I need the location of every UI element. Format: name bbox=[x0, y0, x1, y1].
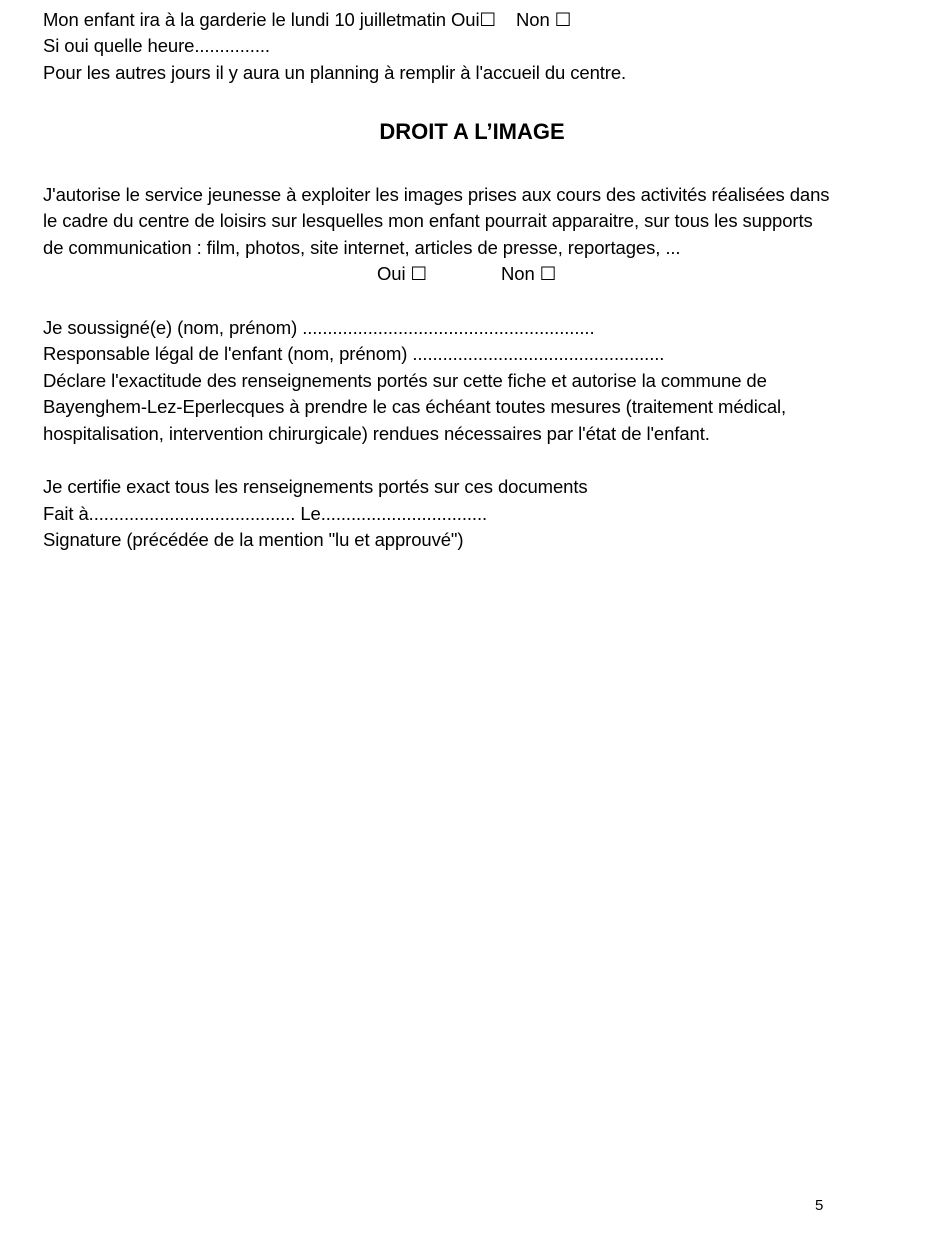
declaration-line: Bayenghem-Lez-Eperlecques à prendre le cas échéant toutes mesures (traitement médical, bbox=[43, 396, 787, 417]
section-title-droit-image: DROIT A L’IMAGE bbox=[379, 119, 565, 144]
droit-image-non-label: Non bbox=[501, 263, 535, 284]
declaration-line: Déclare l'exactitude des renseignements portés sur cette fiche et autorise la commune de bbox=[43, 370, 767, 391]
declaration-line: Je soussigné(e) (nom, prénom) .......................................................... bbox=[43, 317, 595, 338]
droit-image-oui-label: Oui bbox=[377, 263, 406, 284]
declaration-line: Responsable légal de l'enfant (nom, prénom) .................................................. bbox=[43, 343, 665, 364]
droit-image-oui-checkbox[interactable]: ☐ bbox=[410, 263, 428, 284]
droit-image-para-line: le cadre du centre de loisirs sur lesquelles mon enfant pourrait apparaitre, sur tous les supports bbox=[43, 210, 813, 231]
certification-line: Signature (précédée de la mention "lu et approuvé") bbox=[43, 529, 464, 550]
garderie-non-label: Non bbox=[516, 9, 550, 30]
garderie-planning-line: Pour les autres jours il y aura un planning à remplir à l'accueil du centre. bbox=[43, 62, 627, 83]
certification-line: Je certifie exact tous les renseignements portés sur ces documents bbox=[43, 476, 588, 497]
garderie-oui-checkbox[interactable]: ☐ bbox=[479, 9, 496, 30]
certification-line: Fait à......................................... Le................................. bbox=[43, 503, 488, 524]
declaration-line: hospitalisation, intervention chirurgicale) rendues nécessaires par l'état de l'enfant. bbox=[43, 423, 710, 444]
garderie-non-checkbox[interactable]: ☐ bbox=[554, 9, 572, 30]
garderie-line bbox=[43, 8, 571, 32]
droit-image-para-line: de communication : film, photos, site internet, articles de presse, reportages, ... bbox=[43, 237, 681, 258]
droit-image-para-line: J'autorise le service jeunesse à exploiter les images prises aux cours des activités réalisées dans bbox=[43, 184, 830, 205]
page-number: 5 bbox=[815, 1197, 824, 1214]
droit-image-non-checkbox[interactable]: ☐ bbox=[539, 263, 557, 284]
garderie-heure-line: Si oui quelle heure............... bbox=[43, 35, 270, 56]
garderie-text: Mon enfant ira à la garderie le lundi 10 juilletmatin Oui bbox=[43, 9, 480, 30]
droit-image-choice-line bbox=[377, 262, 556, 286]
